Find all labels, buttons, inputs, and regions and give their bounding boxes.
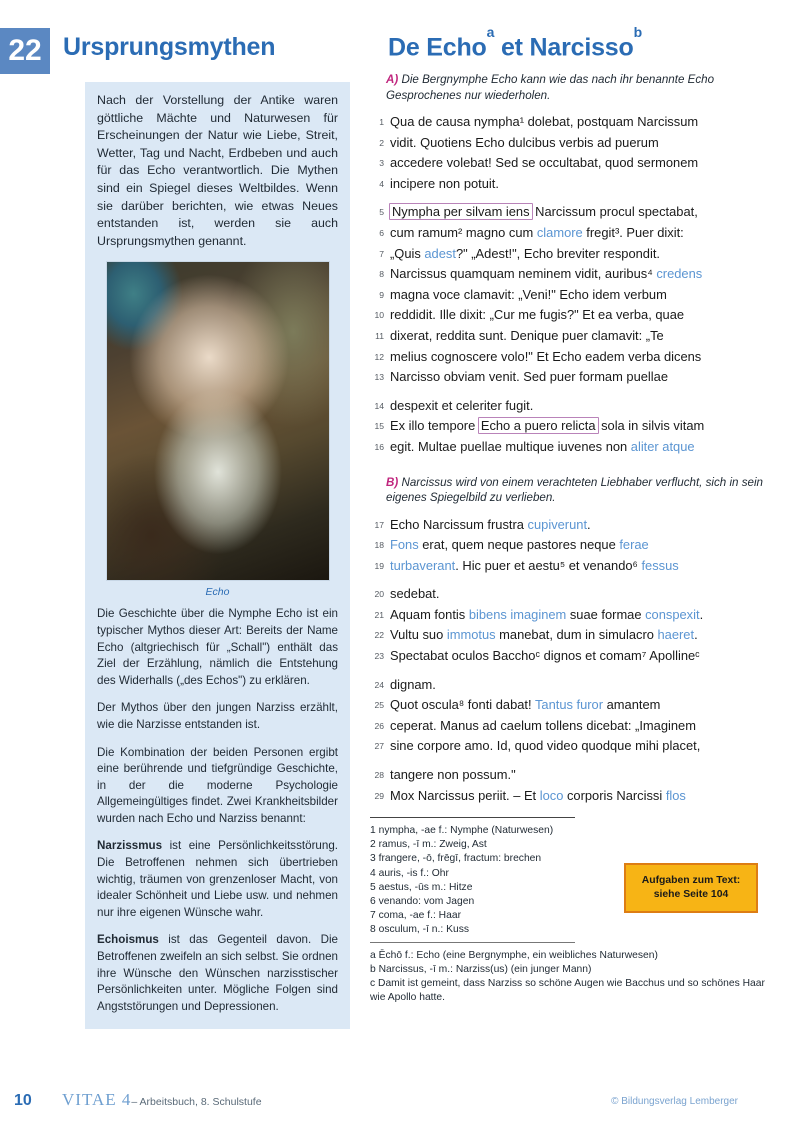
verse-text-run: Narcisso obviam venit. Sed puer formam puellae bbox=[390, 369, 668, 385]
line-number: 16 bbox=[374, 441, 384, 452]
verse-text-run: ceperat. Manus ad caelum tollens dicebat: „Imaginem bbox=[390, 717, 696, 733]
verse-line bbox=[370, 347, 790, 367]
verse-line bbox=[370, 264, 790, 284]
verse-line-text bbox=[390, 202, 698, 222]
verse-text-run: dixerat, reddita sunt. Denique puer clamavit: „Te bbox=[390, 327, 664, 343]
verse-line bbox=[370, 695, 790, 715]
term-narzissmus-label: Narzissmus bbox=[97, 839, 163, 853]
right-column-title bbox=[388, 23, 642, 62]
highlighted-word: aliter atque bbox=[630, 438, 695, 454]
footnote-list-alpha bbox=[370, 949, 765, 1005]
verse-line-text bbox=[390, 416, 704, 436]
verse-text-run: despexit et celeriter fugit. bbox=[390, 397, 534, 413]
highlighted-word: ferae bbox=[619, 537, 649, 553]
verse-text-run: . bbox=[587, 516, 591, 532]
page-number: 10 bbox=[14, 1092, 32, 1109]
chapter-number-badge bbox=[0, 28, 50, 74]
line-number: 15 bbox=[374, 421, 384, 432]
highlighted-word: clamore bbox=[536, 224, 583, 240]
footnote-item: 3 frangere, -ō, frēgī, fractum: brechen bbox=[370, 853, 542, 865]
line-number: 23 bbox=[374, 651, 384, 662]
verse-text-run: . Hic puer et aestu⁵ et venando⁶ bbox=[455, 557, 642, 573]
footnote-item: b Narcissus, -ī m.: Narziss(us) (ein junger Mann) bbox=[370, 964, 592, 976]
highlighted-word: Tantus furor bbox=[534, 697, 604, 713]
verse-line-text bbox=[390, 765, 516, 785]
line-number: 3 bbox=[379, 158, 384, 169]
term-echoismus-body: ist das Gegenteil davon. Die Betroffenen zweifeln an sich selbst. Sie ordnen ihre Wünsche den Wünschen narzisstischer Persönlichkeiten unter. Mögliche Folgen sind Angststörungen und Depressionen. bbox=[97, 933, 338, 1013]
verse-text-run: sola in silvis vitam bbox=[597, 418, 705, 434]
highlighted-word: credens bbox=[656, 266, 703, 282]
copyright-notice: © Bildungsverlag Lemberger bbox=[611, 1096, 738, 1107]
verse-line-text bbox=[390, 556, 679, 576]
verse-text-run: sine corpore amo. Id, quod video quodque mihi placet, bbox=[390, 738, 701, 754]
verse-line-text bbox=[390, 786, 686, 806]
term-narzissmus bbox=[97, 838, 338, 921]
line-number: 2 bbox=[379, 137, 384, 148]
verse-line-text bbox=[390, 437, 695, 457]
footnote-item: 1 nympha, -ae f.: Nymphe (Naturwesen) bbox=[370, 825, 554, 837]
verse-line bbox=[370, 244, 790, 264]
verse-line-text bbox=[390, 264, 702, 284]
latin-block-5 bbox=[370, 584, 790, 665]
verse-line bbox=[370, 786, 790, 806]
verse-text-run: reddidit. Ille dixit: „Cur me fugis?" Et ea verba, quae bbox=[390, 307, 685, 323]
verse-line-text bbox=[390, 605, 703, 625]
verse-line-text bbox=[390, 535, 649, 555]
verse-line-text bbox=[390, 347, 701, 367]
verse-line-text bbox=[390, 695, 660, 715]
footnote-item: 2 ramus, -ī m.: Zweig, Ast bbox=[370, 839, 487, 851]
footnote-item: a Ēchō f.: Echo (eine Bergnymphe, ein weibliches Naturwesen) bbox=[370, 949, 658, 961]
verse-line-text bbox=[390, 396, 533, 416]
figure-caption: Echo bbox=[205, 586, 230, 599]
verse-line-text bbox=[390, 153, 698, 173]
highlighted-word: loco bbox=[539, 787, 564, 803]
figure-echo bbox=[97, 261, 338, 598]
verse-line bbox=[370, 584, 790, 604]
footnote-divider-2 bbox=[370, 942, 575, 943]
verse-line bbox=[370, 285, 790, 305]
verse-line bbox=[370, 396, 790, 416]
line-number: 28 bbox=[374, 770, 384, 781]
line-number: 8 bbox=[379, 269, 384, 280]
verse-line bbox=[370, 112, 790, 132]
line-number: 9 bbox=[379, 289, 384, 300]
line-number: 22 bbox=[374, 630, 384, 641]
highlighted-word: cupiverunt bbox=[527, 516, 588, 532]
verse-line-text bbox=[390, 515, 591, 535]
verse-line bbox=[370, 305, 790, 325]
verse-line bbox=[370, 515, 790, 535]
verse-line bbox=[370, 223, 790, 243]
line-number: 24 bbox=[374, 679, 384, 690]
verse-text-run: sedebat. bbox=[390, 586, 440, 602]
left-paragraph-2: Der Mythos über den jungen Narziss erzählt, wie die Narzisse entstanden ist. bbox=[97, 701, 338, 731]
verse-text-run: suae formae bbox=[566, 606, 646, 622]
highlighted-word: haeret bbox=[657, 627, 695, 643]
line-number: 1 bbox=[379, 117, 384, 127]
verse-line-text bbox=[390, 646, 700, 666]
verse-line-text bbox=[390, 736, 700, 756]
verse-line-text bbox=[390, 367, 668, 387]
verse-line bbox=[370, 556, 790, 576]
verse-text-run: Vultu suo bbox=[390, 627, 447, 643]
highlighted-word: turbaverant bbox=[390, 557, 456, 573]
line-number: 25 bbox=[374, 700, 384, 711]
highlighted-word: bibens imaginem bbox=[468, 606, 567, 622]
boxed-phrase: Nympha per silvam iens bbox=[389, 203, 533, 220]
section-b-marker: B) bbox=[386, 475, 399, 489]
latin-block-7 bbox=[370, 765, 790, 805]
latin-block-4 bbox=[370, 515, 790, 576]
verse-text-run: Spectabat oculos Bacchoᶜ dignos et comam⁷ Apollineᶜ bbox=[390, 648, 700, 664]
line-number: 14 bbox=[374, 400, 384, 411]
line-number: 29 bbox=[374, 790, 384, 801]
verse-line bbox=[370, 736, 790, 756]
line-number: 20 bbox=[374, 589, 384, 600]
verse-text-run: incipere non potuit. bbox=[390, 175, 499, 191]
verse-line-text bbox=[390, 133, 659, 153]
verse-text-run: magna voce clamavit: „Veni!" Echo idem verbum bbox=[390, 286, 667, 302]
footnote-divider-1 bbox=[370, 817, 575, 818]
verse-text-run: ?" „Adest!", Echo breviter respondit. bbox=[455, 245, 660, 261]
verse-line bbox=[370, 416, 790, 436]
verse-text-run: Echo Narcissum frustra bbox=[390, 516, 528, 532]
latin-block-1 bbox=[370, 112, 790, 193]
section-a-intro bbox=[386, 72, 776, 103]
section-b-intro-text: Narcissus wird von einem verachteten Liebhaber verflucht, sich in sein eigenes Spiegelbild zu verlieben. bbox=[386, 475, 763, 504]
verse-line bbox=[370, 535, 790, 555]
term-narzissmus-body: ist eine Persönlichkeitsstörung. Die Betroffenen nehmen sich übertrieben wichtig, träumen von grenzenloser Macht, von idealer Schönheit und Liebe usw. und nehmen nur ihre eigenen Wünsche wahr. bbox=[97, 839, 338, 919]
highlighted-word: conspexit bbox=[645, 606, 700, 622]
verse-text-run: Narcissus quamquam neminem vidit, auribus⁴ bbox=[390, 266, 657, 282]
verse-text-run: corporis Narcissi bbox=[563, 787, 666, 803]
task-box-line-2: siehe Seite 104 bbox=[653, 889, 729, 900]
line-number: 10 bbox=[374, 310, 384, 321]
intro-paragraph: Nach der Vorstellung der Antike waren göttliche Mächte und Naturwesen für Erscheinungen der Natur wie Liebe, Streit, Wetter, Tag und Nacht, Erdbeben und auch für das Echo verantwortlich. Die Mythen sind ein Spiegel dieses Weltbildes. Wenn sie darüber berichten, wie etwas Neues entstanden ist, werden sie auch Ursprungsmythen genannt. bbox=[97, 93, 338, 248]
line-number: 6 bbox=[379, 227, 384, 238]
verse-line bbox=[370, 765, 790, 785]
title-footnote-a: a bbox=[486, 23, 495, 40]
latin-block-2 bbox=[370, 202, 790, 386]
verse-line bbox=[370, 326, 790, 346]
highlighted-word: Fons bbox=[390, 537, 419, 553]
footnote-item: 8 osculum, -ī n.: Kuss bbox=[370, 923, 470, 935]
left-column-title: Ursprungsmythen bbox=[63, 33, 276, 61]
verse-line bbox=[370, 202, 790, 222]
verse-line-text bbox=[390, 112, 698, 132]
boxed-phrase: Echo a puero relicta bbox=[478, 417, 599, 434]
verse-line-text bbox=[390, 174, 499, 194]
left-paragraph-1: Die Geschichte über die Nymphe Echo ist ein typischer Mythos dieser Art: Bereits der Name Echo (altgriechisch für „Schall") enthält das Ziel der Erzählung, nämlich die Entstehung des Widerhalls („des Echos") zu erklären. bbox=[97, 607, 338, 687]
line-number: 13 bbox=[374, 372, 384, 383]
line-number: 18 bbox=[374, 540, 384, 551]
footnote-item: c Damit ist gemeint, dass Narziss so schöne Augen wie Bacchus und so schönes Haar wie Apollo hatte. bbox=[370, 978, 765, 1004]
left-info-panel bbox=[85, 82, 350, 1029]
line-number: 11 bbox=[375, 330, 384, 341]
verse-line-text bbox=[390, 305, 684, 325]
verse-text-run: tangere non possum." bbox=[390, 767, 516, 783]
verse-text-run: accedere volebat! Sed se occultabat, quod sermonem bbox=[390, 155, 699, 171]
verse-text-run: erat, quem neque pastores neque bbox=[418, 537, 620, 553]
title-mid: et Narcisso bbox=[494, 33, 634, 62]
verse-line-text bbox=[390, 285, 667, 305]
verse-line bbox=[370, 174, 790, 194]
page-footer bbox=[0, 1088, 800, 1118]
verse-line bbox=[370, 153, 790, 173]
latin-block-6 bbox=[370, 675, 790, 756]
footnote-item: 4 auris, -is f.: Ohr bbox=[370, 867, 449, 879]
verse-line-text bbox=[390, 326, 664, 346]
verse-line-text bbox=[390, 625, 698, 645]
book-subtitle: – Arbeitsbuch, 8. Schulstufe bbox=[131, 1096, 262, 1108]
term-echoismus bbox=[97, 932, 338, 1015]
section-a-marker: A) bbox=[386, 73, 399, 86]
verse-line bbox=[370, 367, 790, 387]
echo-painting-image bbox=[106, 261, 330, 581]
verse-line bbox=[370, 437, 790, 457]
verse-text-run: Mox Narcissus periit. – Et bbox=[390, 787, 540, 803]
book-title bbox=[62, 1090, 262, 1110]
book-title-text: VITAE 4 bbox=[62, 1090, 132, 1109]
left-paragraph-3: Die Kombination der beiden Personen ergibt eine berührende und tiefgründige Geschichte, in der die moderne Psychologie Allgemeingültiges findet. Zwei Krankheitsbilder wurden nach Echo und Narziss benannt: bbox=[97, 745, 338, 825]
latin-block-3 bbox=[370, 396, 790, 457]
section-b-intro bbox=[386, 475, 776, 506]
verse-text-run: . bbox=[699, 606, 704, 622]
verse-line bbox=[370, 625, 790, 645]
verse-text-run: manebat, dum in simulacro bbox=[495, 627, 658, 643]
line-number: 5 bbox=[379, 207, 384, 218]
footnote-item: 5 aestus, -ūs m.: Hitze bbox=[370, 881, 473, 893]
line-number: 17 bbox=[374, 519, 384, 530]
highlighted-word: immotus bbox=[446, 627, 496, 643]
verse-text-run: vidit. Quotiens Echo dulcibus verbis ad puerum bbox=[390, 134, 659, 150]
verse-text-run: „Quis bbox=[390, 245, 425, 261]
verse-text-run: Narcissum procul spectabat, bbox=[531, 204, 698, 220]
verse-line-text bbox=[390, 675, 436, 695]
verse-text-run: Aquam fontis bbox=[390, 606, 469, 622]
verse-text-run: egit. Multae puellae multique iuvenes non bbox=[390, 438, 631, 454]
verse-text-run: Ex illo tempore bbox=[390, 418, 479, 434]
footnote-item: 6 venando: vom Jagen bbox=[370, 895, 475, 907]
verse-line-text bbox=[390, 244, 660, 264]
verse-text-run: cum ramum² magno cum bbox=[390, 224, 537, 240]
highlighted-word: fessus bbox=[641, 557, 679, 573]
highlighted-word: adest bbox=[424, 245, 456, 261]
task-box-line-1: Aufgaben zum Text: bbox=[641, 875, 741, 886]
verse-text-run: Qua de causa nympha¹ dolebat, postquam Narcissum bbox=[390, 114, 699, 129]
verse-text-run: amantem bbox=[603, 697, 661, 713]
verse-line-text bbox=[390, 223, 684, 243]
verse-line-text bbox=[390, 716, 696, 736]
title-footnote-b: b bbox=[633, 23, 642, 40]
verse-line bbox=[370, 646, 790, 666]
line-number: 12 bbox=[374, 351, 384, 362]
section-a-intro-text: Die Bergnymphe Echo kann wie das nach ihr benannte Echo Gesprochenes nur wiederholen. bbox=[386, 73, 715, 102]
verse-line-text bbox=[390, 584, 439, 604]
verse-line bbox=[370, 605, 790, 625]
term-echoismus-label: Echoismus bbox=[97, 933, 159, 947]
verse-line bbox=[370, 716, 790, 736]
verse-text-run: Quot oscula⁸ fonti dabat! bbox=[390, 697, 535, 713]
line-number: 27 bbox=[374, 741, 384, 752]
line-number: 4 bbox=[379, 178, 384, 189]
footnote-item: 7 coma, -ae f.: Haar bbox=[370, 909, 461, 921]
chapter-number: 22 bbox=[8, 34, 42, 67]
highlighted-word: flos bbox=[665, 787, 686, 803]
verse-text-run: melius cognoscere volo!" Et Echo eadem verba dicens bbox=[390, 348, 702, 364]
line-number: 26 bbox=[374, 720, 384, 731]
line-number: 7 bbox=[379, 248, 384, 259]
verse-line bbox=[370, 133, 790, 153]
line-number: 19 bbox=[374, 560, 384, 571]
title-main: De Echo bbox=[388, 33, 487, 62]
task-reference-box bbox=[624, 863, 758, 913]
verse-text-run: fregit³. Puer dixit: bbox=[582, 224, 684, 240]
verse-text-run: . bbox=[694, 627, 698, 643]
verse-line bbox=[370, 675, 790, 695]
verse-text-run: dignam. bbox=[390, 676, 436, 692]
line-number: 21 bbox=[374, 609, 384, 620]
